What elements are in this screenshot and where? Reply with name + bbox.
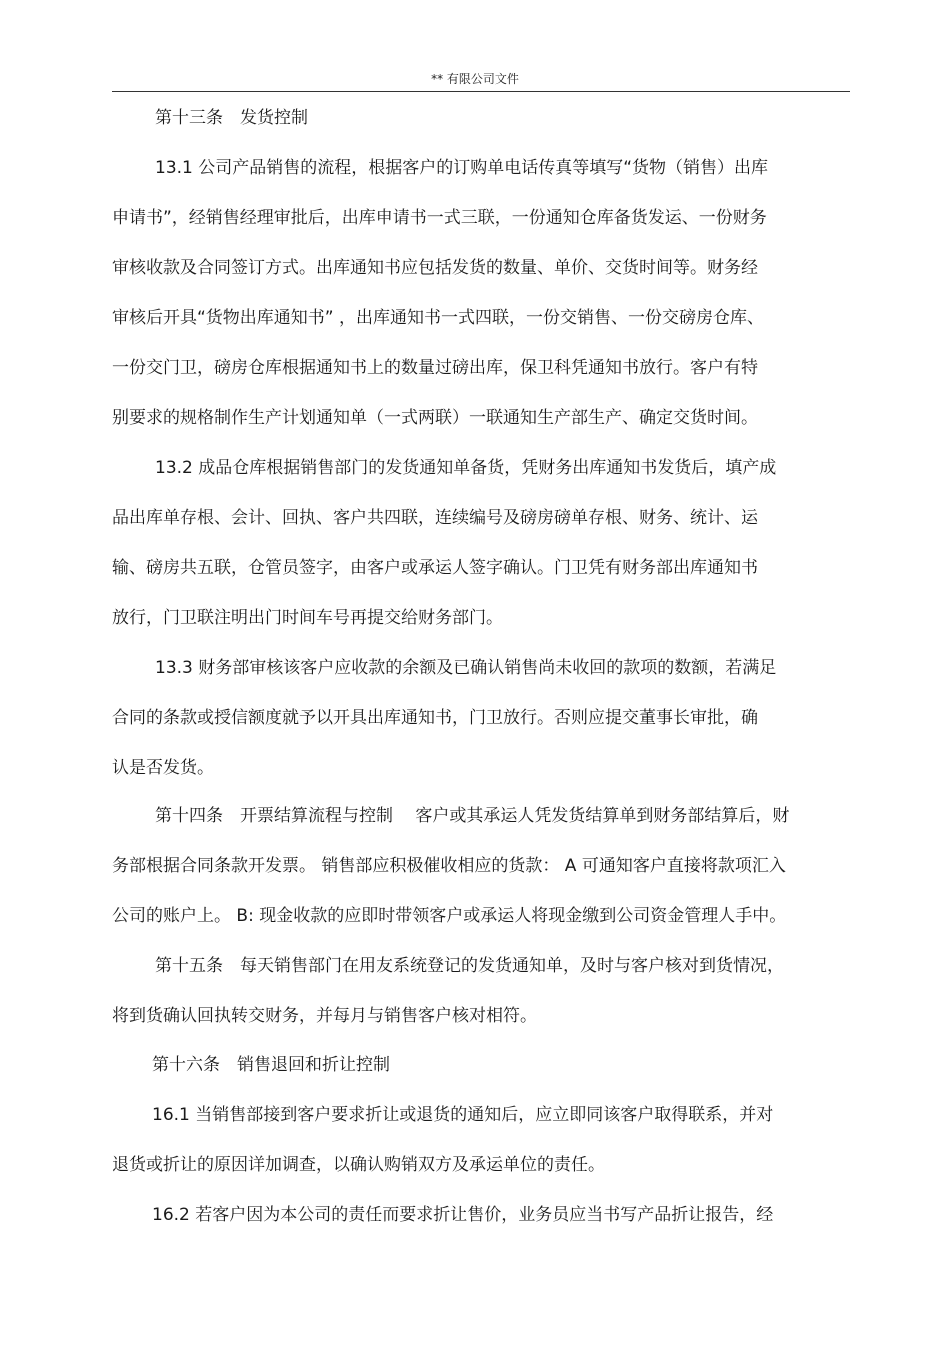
paragraph-line: 16.1 当销售部接到客户要求折让或退货的通知后，应立即同该客户取得联系，并对 (152, 1105, 774, 1125)
paragraph-line: 一份交门卫，磅房仓库根据通知书上的数量过磅出库，保卫科凭通知书放行。客户有特 (112, 358, 758, 378)
paragraph-line: 将到货确认回执转交财务，并每月与销售客户核对相符。 (112, 1006, 537, 1026)
paragraph-line: 16.2 若客户因为本公司的责任而要求折让售价，业务员应当书写产品折让报告，经 (152, 1205, 774, 1225)
paragraph-line: 品出库单存根、会计、回执、客户共四联，连续编号及磅房磅单存根、财务、统计、运 (112, 508, 758, 528)
paragraph-line: 审核收款及合同签订方式。出库通知书应包括发货的数量、单价、交货时间等。财务经 (112, 258, 758, 278)
section-heading-13: 第十三条 发货控制 (155, 108, 308, 128)
section-heading-15: 第十五条 每天销售部门在用友系统登记的发货通知单，及时与客户核对到货情况， (155, 956, 784, 976)
paragraph-line: 申请书”，经销售经理审批后，出库申请书一式三联，一份通知仓库备货发运、一份财务 (112, 208, 767, 228)
paragraph-line: 13.2 成品仓库根据销售部门的发货通知单备货，凭财务出库通知书发货后，填产成 (155, 458, 777, 478)
paragraph-line: 13.3 财务部审核该客户应收款的余额及已确认销售尚未收回的款项的数额，若满足 (155, 658, 777, 678)
paragraph-line: 合同的条款或授信额度就予以开具出库通知书，门卫放行。否则应提交董事长审批，确 (112, 708, 758, 728)
paragraph-line: 输、磅房共五联，仓管员签字，由客户或承运人签字确认。门卫凭有财务部出库通知书 (112, 558, 758, 578)
paragraph-line: 放行，门卫联注明出门时间车号再提交给财务部门。 (112, 608, 503, 628)
paragraph-line: 公司的账户上。 B: 现金收款的应即时带领客户或承运人将现金缴到公司资金管理人手中。 (112, 906, 787, 926)
paragraph-line: 退货或折让的原因详加调查，以确认购销双方及承运单位的责任。 (112, 1155, 605, 1175)
section-heading-16: 第十六条 销售退回和折让控制 (152, 1055, 390, 1075)
paragraph-line: 务部根据合同条款开发票。 销售部应积极催收相应的货款： A 可通知客户直接将款项汇入 (112, 856, 786, 876)
header-divider (112, 91, 850, 92)
paragraph-line: 13.1 公司产品销售的流程，根据客户的订购单电话传真等填写“货物（销售）出库 (155, 158, 769, 178)
paragraph-line: 别要求的规格制作生产计划通知单（一式两联）一联通知生产部生产、确定交货时间。 (112, 408, 758, 428)
page-header: ** 有限公司文件 (431, 72, 519, 86)
paragraph-line: 认是否发货。 (112, 758, 214, 778)
paragraph-line: 审核后开具“货物出库通知书” ，出库通知书一式四联，一份交销售、一份交磅房仓库、 (112, 308, 765, 328)
section-heading-14: 第十四条 开票结算流程与控制 客户或其承运人凭发货结算单到财务部结算后，财 (155, 806, 790, 826)
